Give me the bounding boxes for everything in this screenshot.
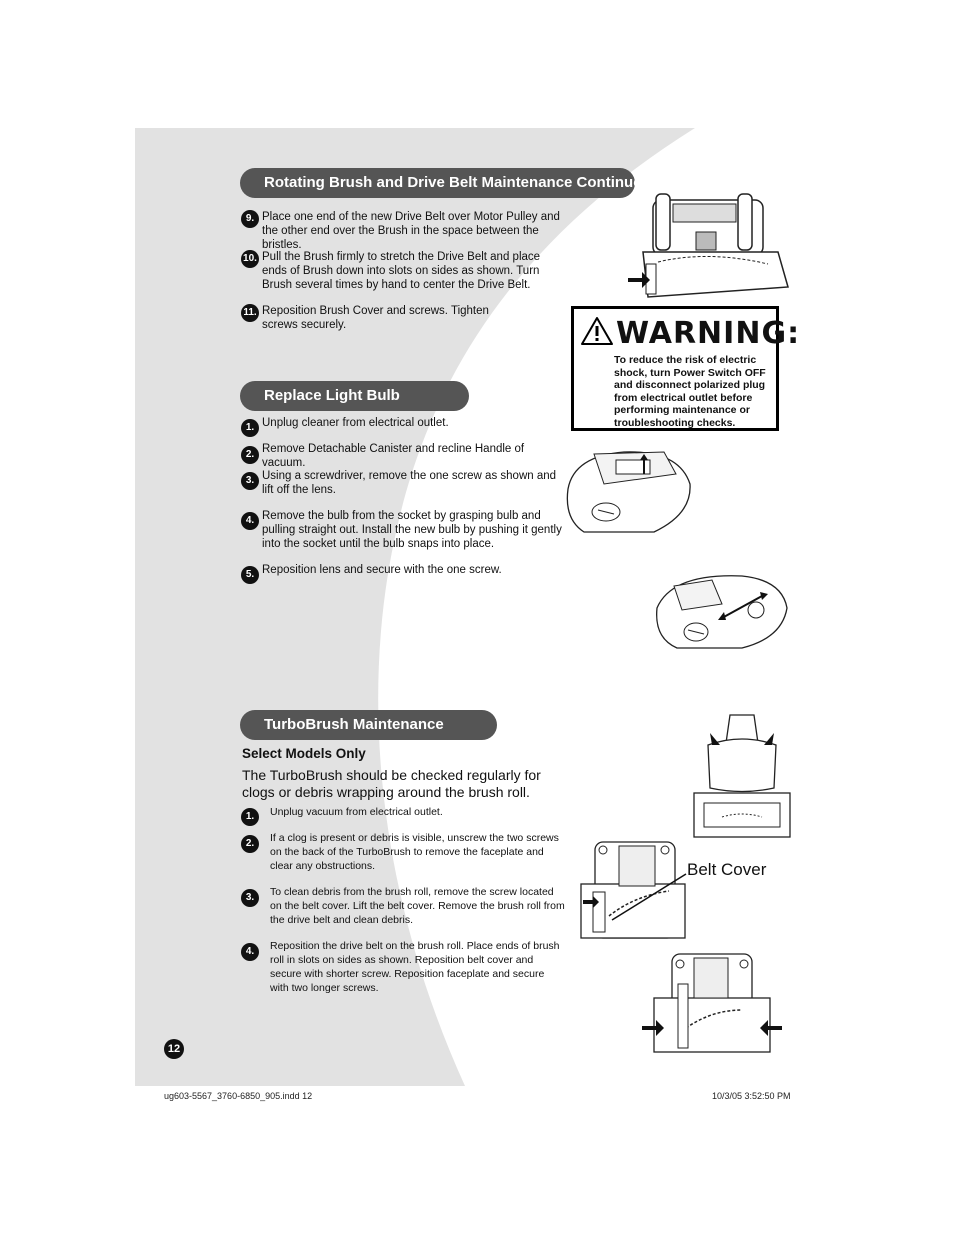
- turbobrush-reassembly-illustration: [642, 950, 782, 1056]
- belt-cover-leader-line: [600, 872, 690, 932]
- warning-box: [571, 306, 801, 431]
- footer-file: ug603-5567_3760-6850_905.indd 12: [164, 1091, 313, 1101]
- step-text: Unplug vacuum from electrical outlet.: [270, 806, 443, 818]
- intro-text: The TurboBrush should be checked regularly for clogs or debris wrapping around the brush roll.: [242, 767, 541, 800]
- step-number: 10.: [241, 250, 259, 268]
- step-text: Remove the bulb from the socket by grasping bulb and pulling straight out. Install the new bulb by pushing it gently into the socket until the bulb snaps into place.: [262, 510, 562, 550]
- warning-text: To reduce the risk of electric shock, turn Power Switch OFF and disconnect polarized plug from electrical outlet before performing maintenance or troubleshooting checks.: [614, 354, 766, 429]
- step-text: Place one end of the new Drive Belt over Motor Pulley and the other end over the Brush in the space between the bristles.: [262, 211, 560, 251]
- page-number: 12: [164, 1039, 184, 1059]
- step-text: Remove Detachable Canister and recline Handle of vacuum.: [262, 443, 525, 469]
- step-text: To clean debris from the brush roll, remove the screw located on the belt cover. Lift the belt cover. Remove the brush roll from the drive belt and clean debris.: [270, 886, 565, 926]
- subheading: Select Models Only: [242, 746, 366, 761]
- section-heading-turbo: TurboBrush Maintenance: [240, 710, 497, 740]
- section-heading-brush: Rotating Brush and Drive Belt Maintenance Continued: [240, 168, 635, 198]
- step-number: 9.: [241, 210, 259, 228]
- belt-cover-label: Belt Cover: [687, 860, 767, 879]
- step-text: Unplug cleaner from electrical outlet.: [262, 417, 449, 429]
- step-number: 1.: [241, 808, 259, 826]
- lens-illustration: [564, 444, 694, 534]
- turbobrush-top-illustration: [692, 713, 792, 839]
- section-heading-bulb: Replace Light Bulb: [240, 381, 469, 411]
- step-number: 2.: [241, 446, 259, 464]
- step-number: 3.: [241, 889, 259, 907]
- warning-triangle-icon: [580, 316, 614, 346]
- footer-timestamp: 10/3/05 3:52:50 PM: [712, 1091, 791, 1101]
- step-number: 2.: [241, 835, 259, 853]
- step-text: Reposition the drive belt on the brush roll. Place ends of brush roll in slots on sides as shown. Reposition belt cover and secure with shorter screw. Reposition faceplate and secure with two longer screws.: [270, 940, 560, 994]
- warning-title: WARNING:: [616, 316, 801, 351]
- step-text: Using a screwdriver, remove the one screw as shown and lift off the lens.: [262, 470, 557, 496]
- step-text: Reposition lens and secure with the one screw.: [262, 564, 502, 576]
- step-number: 1.: [241, 419, 259, 437]
- step-text: Reposition Brush Cover and screws. Tighten screws securely.: [262, 305, 489, 331]
- step-number: 4.: [241, 943, 259, 961]
- step-text: Pull the Brush firmly to stretch the Drive Belt and place ends of Brush down into slots on sides as shown. Turn Brush several times by hand to center the Drive Belt.: [262, 251, 541, 291]
- brush-illustration: [628, 192, 788, 302]
- step-number: 11.: [241, 304, 259, 322]
- step-number: 3.: [241, 472, 259, 490]
- step-text: If a clog is present or debris is visible, unscrew the two screws on the back of the TurboBrush to remove the faceplate and clear any obstructions.: [270, 832, 559, 872]
- step-number: 4.: [241, 512, 259, 530]
- bulb-illustration: [652, 568, 792, 658]
- step-number: 5.: [241, 566, 259, 584]
